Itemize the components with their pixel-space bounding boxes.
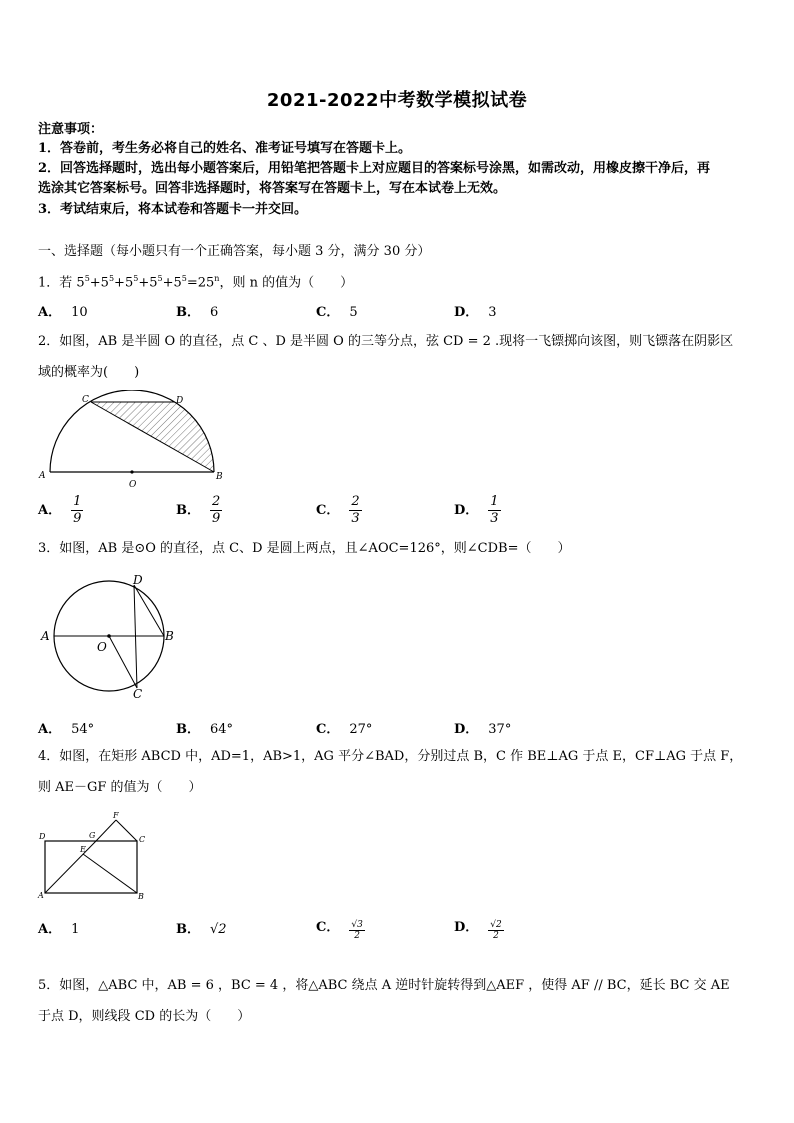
q3-label-c: C bbox=[133, 687, 143, 700]
q1-option-d: D． 3 bbox=[454, 305, 497, 320]
notice-item-3: 3．考试结束后，将本试卷和答题卡一并交回。 bbox=[38, 202, 308, 217]
question-4-text-cont: 则 AE－GF 的值为（ ） bbox=[38, 780, 202, 795]
q4-label-e: E bbox=[80, 845, 86, 854]
q2-label-a: A bbox=[39, 471, 46, 481]
q3-option-c: C． 27° bbox=[316, 722, 373, 737]
question-2-text-cont: 域的概率为( ) bbox=[38, 365, 140, 380]
q3-option-a: A． 54° bbox=[38, 722, 95, 737]
q3-circle-figure bbox=[36, 572, 186, 700]
question-5-text-cont: 于点 D，则线段 CD 的长为（ ） bbox=[38, 1009, 251, 1024]
q4-option-d: D． $\frac{√2}{2}$ bbox=[454, 920, 502, 941]
question-2-text: 2．如图，AB 是半圆 O 的直径，点 C 、D 是半圆 O 的三等分点，弦 CD = 2 .现将一飞镖掷向该图，则飞镖落在阴影区 bbox=[38, 334, 734, 349]
q2-option-c: C． $\frac{2}{3}$ bbox=[316, 494, 360, 526]
q4-label-d: D bbox=[39, 832, 46, 841]
q2-label-d: D bbox=[176, 396, 184, 406]
q4-label-a: A bbox=[38, 891, 44, 900]
notice-heading: 注意事项： bbox=[38, 122, 104, 137]
q2-label-c: C bbox=[82, 395, 89, 405]
notice-item-2-cont: 选涂其它答案标号。回答非选择题时，将答案写在答题卡上，写在本试卷上无效。 bbox=[38, 181, 507, 196]
q1-option-b: B． 6 bbox=[176, 305, 219, 320]
q3-option-d: D． 37° bbox=[454, 722, 512, 737]
q2-label-b: B bbox=[216, 472, 223, 482]
q4-option-a: A． 1 bbox=[38, 922, 80, 937]
q2-option-a: A． $\frac{1}{9}$ bbox=[38, 494, 82, 526]
q1-option-a: A． 10 bbox=[38, 305, 88, 320]
q2-semicircle-figure bbox=[34, 390, 234, 490]
q4-rectangle-figure bbox=[34, 806, 154, 902]
q2-label-o: O bbox=[129, 480, 137, 490]
q4-label-b: B bbox=[138, 892, 144, 901]
q2-option-d: D． $\frac{1}{3}$ bbox=[454, 494, 499, 526]
q1-option-c: C． 5 bbox=[316, 305, 358, 320]
q3-option-b: B． 64° bbox=[176, 722, 234, 737]
q3-label-o: O bbox=[97, 640, 107, 654]
question-1-text: 1．若 $5^5+5^5+5^5+5^5+5^5=25^n$，则 n 的值为（ ） bbox=[38, 274, 354, 291]
question-4-text: 4．如图，在矩形 ABCD 中，AD=1，AB>1，AG 平分∠BAD，分别过点 B，C 作 BE⊥AG 于点 E，CF⊥AG 于点 F， bbox=[38, 749, 743, 764]
page-title: 2021-2022中考数学模拟试卷 bbox=[266, 90, 528, 111]
notice-item-2: 2．回答选择题时，选出每小题答案后，用铅笔把答题卡上对应题目的答案标号涂黑，如需改动，用橡皮擦干净后，再 bbox=[38, 161, 711, 176]
q2-option-b: B． $\frac{2}{9}$ bbox=[176, 494, 221, 526]
notice-item-1: 1．答卷前，考生务必将自己的姓名、准考证号填写在答题卡上。 bbox=[38, 141, 412, 156]
q4-option-c: C． $\frac{√3}{2}$ bbox=[316, 920, 363, 941]
q4-label-f: F bbox=[113, 811, 119, 820]
q3-label-a: A bbox=[41, 629, 50, 643]
q4-label-c: C bbox=[139, 835, 146, 844]
q4-option-b: B． √2 bbox=[176, 922, 227, 937]
question-3-text: 3．如图，AB 是⊙O 的直径，点 C、D 是圆上两点，且∠AOC=126°，则∠CDB=（ ） bbox=[38, 541, 571, 556]
q4-label-g: G bbox=[89, 831, 96, 840]
question-5-text: 5．如图，△ABC 中，AB = 6 ，BC = 4 ，将△ABC 绕点 A 逆时针旋转得到△AEF ，使得 AF // BC，延长 BC 交 AE bbox=[38, 978, 730, 993]
q3-label-d: D bbox=[133, 573, 143, 587]
section-heading: 一、选择题（每小题只有一个正确答案，每小题 3 分，满分 30 分） bbox=[38, 244, 431, 259]
q3-label-b: B bbox=[165, 629, 174, 643]
